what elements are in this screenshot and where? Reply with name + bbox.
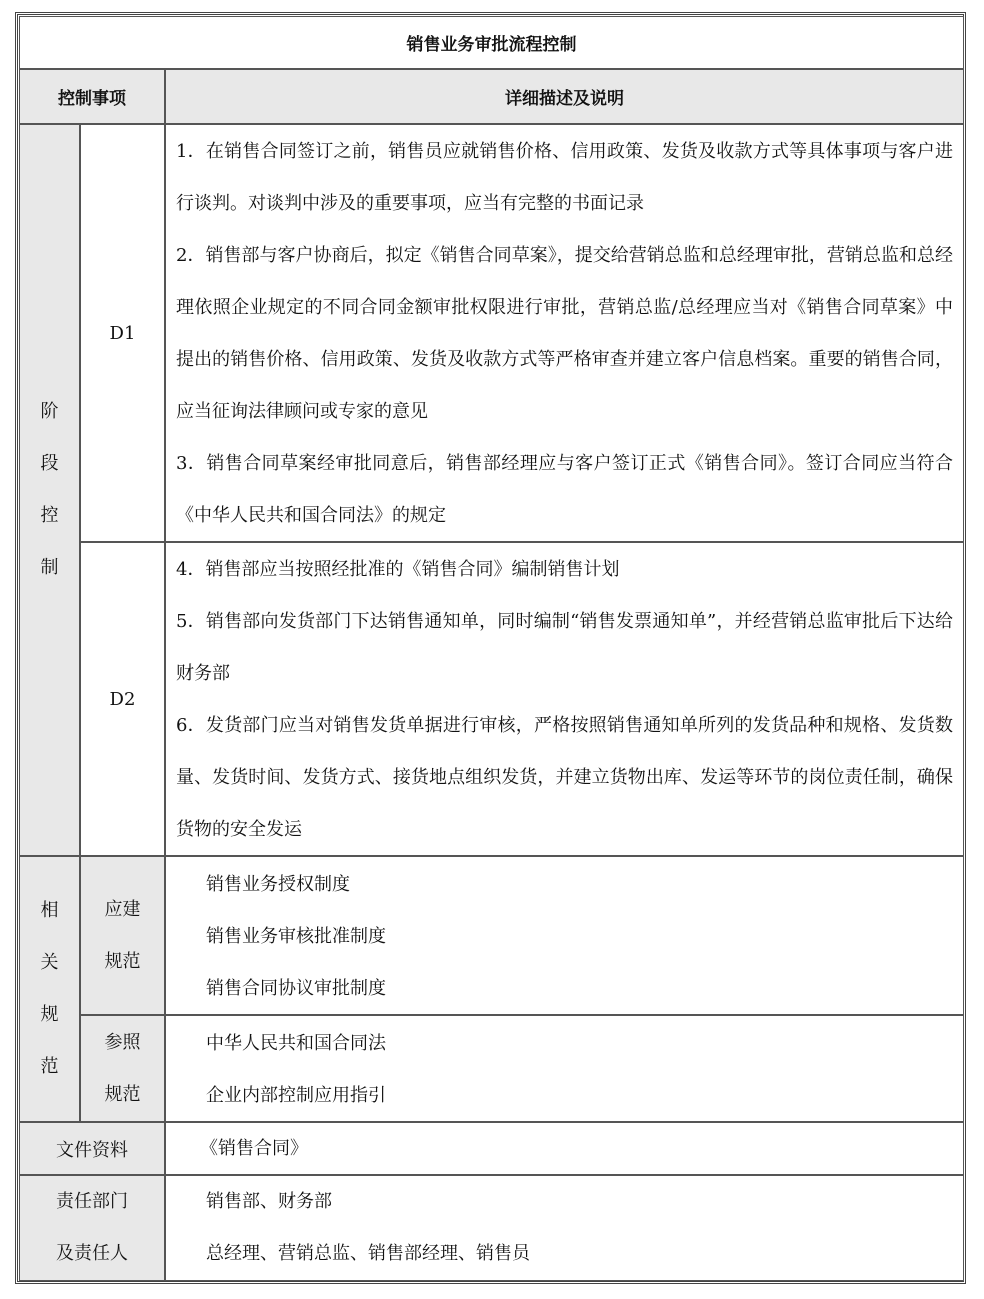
label-line: 规范 bbox=[104, 1083, 141, 1105]
norms-label-char: 相 bbox=[40, 900, 59, 921]
related-norms-label bbox=[19, 856, 80, 1122]
list-item: 总经理、营销总监、销售部经理、销售员 bbox=[206, 1243, 530, 1264]
list-item: 销售合同协议审批制度 bbox=[206, 978, 386, 999]
d2-description bbox=[165, 542, 964, 856]
responsible-label bbox=[19, 1175, 165, 1281]
d2-item-4: 4．销售部应当按照经批准的《销售合同》编制销售计划 bbox=[176, 559, 620, 580]
d2-item-5: 5．销售部向发货部门下达销售通知单，同时编制“销售发票通知单”，并经营销总监审批后下达给财务部 bbox=[176, 611, 953, 684]
d2-item-6: 6．发货部门应当对销售发货单据进行审核，严格按照销售通知单所列的发货品种和规格、发货数量、发货时间、发货方式、接货地点组织发货，并建立货物出库、发运等环节的岗位责任制，确保货物的安全发运 bbox=[176, 715, 953, 840]
list-item: 企业内部控制应用指引 bbox=[206, 1085, 386, 1106]
d1-item-3: 3．销售合同草案经审批同意后，销售部经理应与客户签订正式《销售合同》。签订合同应当符合《中华人民共和国合同法》的规定 bbox=[176, 453, 953, 526]
norms-label-char: 规 bbox=[40, 1004, 59, 1025]
label-line: 规范 bbox=[104, 950, 141, 972]
should-build-norms-label bbox=[80, 856, 165, 1015]
documents-label: 文件资料 bbox=[19, 1122, 165, 1175]
reference-norms-list bbox=[165, 1015, 964, 1122]
stage-control-label bbox=[19, 124, 80, 856]
norms-label-char: 关 bbox=[40, 952, 59, 973]
label-line: 责任部门 bbox=[56, 1191, 128, 1212]
stage-label-char: 制 bbox=[40, 557, 59, 578]
documents-value bbox=[165, 1122, 964, 1175]
responsible-list bbox=[165, 1175, 964, 1281]
list-item: 销售部、财务部 bbox=[206, 1191, 332, 1212]
list-item: 销售业务审核批准制度 bbox=[206, 926, 386, 947]
header-control-items: 控制事项 bbox=[19, 69, 165, 124]
document-item: 《销售合同》 bbox=[200, 1138, 308, 1159]
should-build-norms-list bbox=[165, 856, 964, 1015]
d2-code: D2 bbox=[80, 542, 165, 856]
d1-item-2: 2．销售部与客户协商后，拟定《销售合同草案》，提交给营销总监和总经理审批，营销总监和总经理依照企业规定的不同合同金额审批权限进行审批，营销总监/总经理应当对《销售合同草案》中提出的销售价格、信用政策、发货及收款方式等严格审查并建立客户信息档案。重要的销售合同，应当征询法律顾问或专家的意见 bbox=[176, 245, 953, 422]
label-line: 应建 bbox=[104, 898, 141, 920]
table-title: 销售业务审批流程控制 bbox=[19, 16, 964, 69]
stage-label-char: 阶 bbox=[40, 401, 59, 422]
stage-label-char: 段 bbox=[40, 453, 59, 474]
d1-code: D1 bbox=[80, 124, 165, 542]
d1-description bbox=[165, 124, 964, 542]
list-item: 中华人民共和国合同法 bbox=[206, 1033, 386, 1054]
reference-norms-label bbox=[80, 1015, 165, 1122]
list-item: 销售业务授权制度 bbox=[206, 874, 350, 895]
label-line: 参照 bbox=[104, 1031, 141, 1053]
norms-label-char: 范 bbox=[40, 1056, 59, 1077]
d1-item-1: 1．在销售合同签订之前，销售员应就销售价格、信用政策、发货及收款方式等具体事项与客户进行谈判。对谈判中涉及的重要事项，应当有完整的书面记录 bbox=[176, 141, 953, 214]
stage-label-char: 控 bbox=[40, 505, 59, 526]
label-line: 及责任人 bbox=[56, 1243, 128, 1264]
header-description: 详细描述及说明 bbox=[165, 69, 964, 124]
